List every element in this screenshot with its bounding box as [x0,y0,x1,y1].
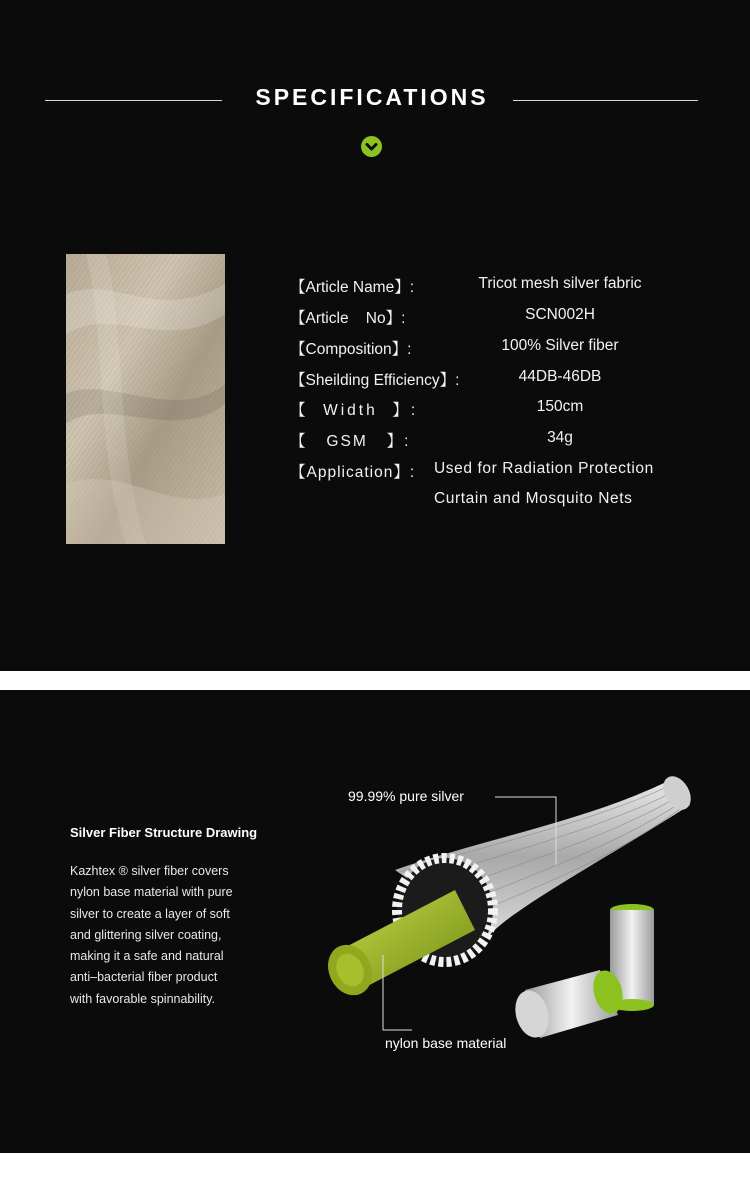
spec-row-article-name [290,275,690,299]
callout-silver-label: 99.99% pure silver [348,788,464,804]
spec-row-width [290,398,690,422]
description-line: silver to create a layer of soft [70,906,230,921]
spec-row-gsm [290,429,690,453]
spec-value: Curtain and Mosquito Nets [434,490,633,507]
description-line: nylon base material with pure [70,885,233,900]
spec-row-shielding [290,368,690,392]
spec-value: 100% Silver fiber [501,337,619,354]
title-divider-left [45,100,222,101]
title-divider-right [513,100,698,101]
spec-row-composition [290,337,690,361]
spec-label: 【Article Name】: [290,279,415,296]
description-line: anti–bacterial fiber product [70,970,218,985]
spec-value: 150cm [536,398,584,415]
spec-row-application-cont [290,490,690,514]
description-line: with favorable spinnability. [70,991,215,1006]
spec-row-article-no [290,306,690,330]
spec-value: Tricot mesh silver fabric [478,275,642,292]
spec-row-application [290,460,690,484]
spec-label: 【Application】: [290,464,416,481]
structure-heading: Silver Fiber Structure Drawing [70,825,258,840]
spec-value: SCN002H [525,306,595,323]
fabric-image [66,254,225,544]
chevron-down-icon [361,136,382,157]
spec-value: 34g [547,429,573,446]
spec-label: 【Article No】: [290,310,406,327]
section-title: SPECIFICATIONS [255,84,489,110]
silver-fiber-drawing [300,760,730,1080]
spec-label: 【Sheilding Efficiency】: [290,372,460,389]
callout-nylon-label: nylon base material [385,1035,507,1051]
spec-value: 44DB-46DB [518,368,602,385]
spec-label: 【 Width 】: [290,402,419,419]
description-line: Kazhtex ® silver fiber covers [70,864,229,878]
description-line: and glittering silver coating, [70,927,222,942]
spec-label: 【 GSM 】: [290,433,411,450]
spec-label: 【Composition】: [290,341,412,358]
structure-description [70,861,280,1010]
spec-value: Used for Radiation Protection [434,460,654,477]
description-line: making it a safe and natural [70,949,224,964]
